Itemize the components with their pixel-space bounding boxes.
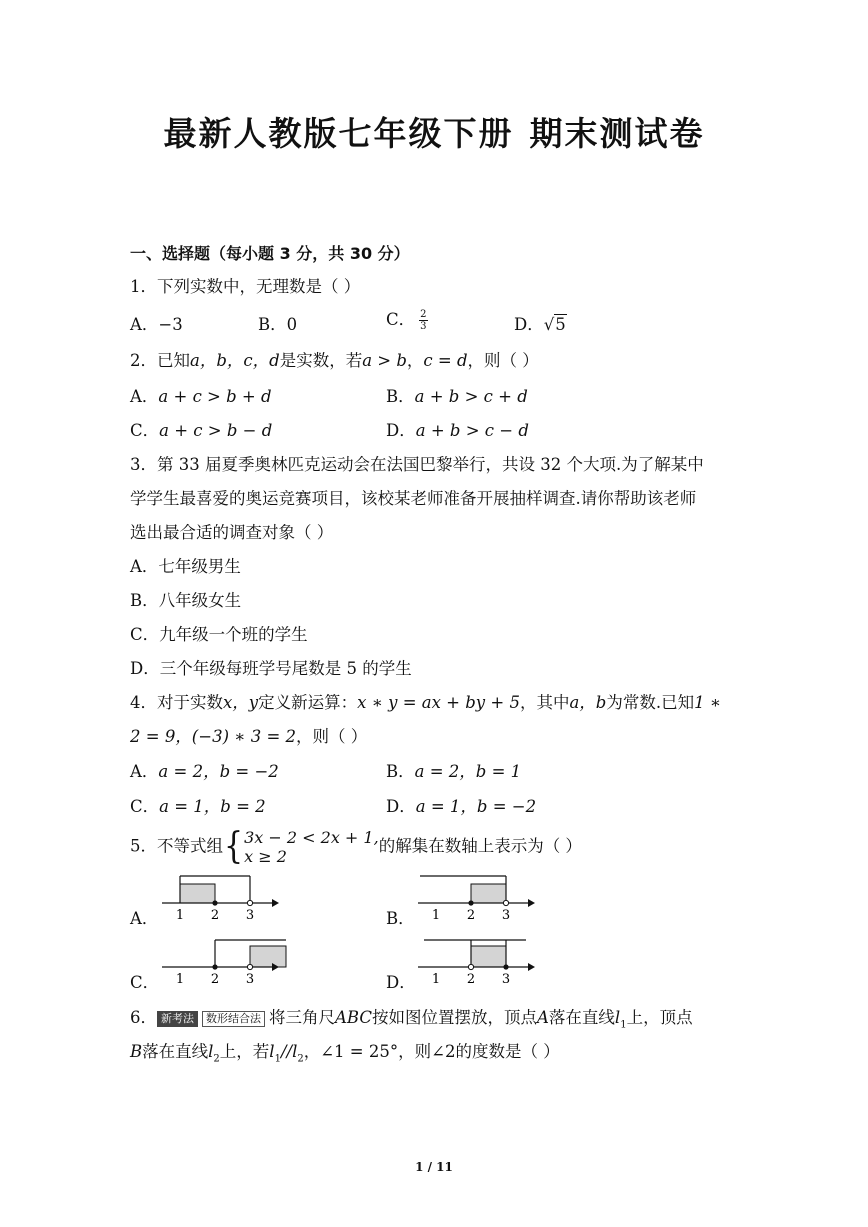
q2-b-prefix: B． [386,387,415,406]
q4-option-a [130,761,279,783]
q1-c-fraction [419,309,427,332]
q2-stem-suffix: ，则（ ） [467,351,539,370]
q6-text-c: 落在直线 [548,1008,615,1027]
tick-label: 1 [431,908,441,922]
q1-options [130,314,183,336]
open-dot [503,900,508,905]
inequality-1: 3x − 2 < 2x + 1, [244,828,379,847]
new-method-tag: 新考法 [157,1011,198,1027]
q6-angle1: ，∠1 = 25° [303,1042,399,1061]
q1-option-b [258,314,297,336]
q2-comma: ， [406,351,424,370]
open-dot [247,964,252,969]
q4-d-prefix: D． [386,797,416,816]
q6-vertex-b: B [130,1042,143,1061]
section-heading: 一、选择题（每小题 3 分，共 30 分） [130,244,410,263]
q6-text-f: 上，若 [219,1042,270,1061]
q4-operation: x ∗ y = ax + by + 5 [357,693,520,712]
method-tag: 数形结合法 [202,1011,265,1027]
shaded-region [471,946,506,967]
q4-ab: a，b [569,693,607,712]
q6-text-e: 落在直线 [142,1042,209,1061]
arrow-head [528,899,535,907]
q2-cond2: c = d [423,351,468,370]
q3-line2: 学学生最喜爱的奥运竞赛项目，该校某老师准备开展抽样调查.请你帮助该老师 [130,489,697,508]
sqrt-symbol: √5 [543,315,566,334]
q1-d-prefix: D． [514,315,544,334]
q5-option-a-label: A． [130,909,159,928]
open-dot [247,900,252,905]
q6-vertex-a: A [536,1008,549,1027]
closed-dot [212,900,217,905]
q4-eq: 2 = 9，(−3) ∗ 3 = 2 [130,727,297,746]
q4-option-b [386,761,521,783]
tick-label: 2 [210,908,220,922]
q3-line1: 3．第 33 届夏季奥林匹克运动会在法国巴黎举行，共设 32 个大项.为了解某中 [130,455,704,474]
q1-a-prefix: A． [130,315,159,334]
q2-d-expr: a + b > c − d [415,421,529,440]
q6-text-b: 按如图位置摆放，顶点 [371,1008,537,1027]
q1-a-value: −3 [158,315,183,334]
number-line-c [160,934,290,986]
open-dot [468,964,473,969]
shaded-region [250,946,286,967]
q4-mid: 定义新运算： [258,693,358,712]
q1-b-value: 0 [286,315,298,334]
tick-label: 1 [431,972,441,986]
q2-option-d [386,420,529,442]
q3-option-c: C．九年级一个班的学生 [130,625,308,644]
q2-cond1: a > b [362,351,407,370]
closed-dot [212,964,217,969]
page-number: 1 / 11 [415,1160,453,1174]
q4-const: 为常数.已知 [606,693,695,712]
q2-a-expr: a + c > b + d [158,387,272,406]
q4-tail: 1 ∗ [694,693,722,712]
q6-sub2: 2 [213,1053,220,1065]
q5-option-c-label: C． [130,973,160,992]
number-line-a [160,870,280,922]
radicand: 5 [555,315,566,334]
q2-a-prefix: A． [130,387,159,406]
shaded-region [471,884,506,903]
q6-par-sub1: 1 [274,1053,281,1065]
q1-stem: 1．下列实数中，无理数是（ ） [130,277,361,296]
q6-line2 [130,1041,560,1070]
q4-b-prefix: B． [386,762,415,781]
q1-b-prefix: B． [258,315,287,334]
page-title [0,108,868,155]
tick-label: 2 [210,972,220,986]
q4-option-c [130,796,266,818]
inequality-system [244,828,379,866]
q6-par-mid: //l [280,1042,298,1061]
q4-option-d [386,796,536,818]
q6-line-l1: l [614,1008,621,1027]
q2-c-expr: a + c > b − d [159,421,273,440]
q6-abc: ABC [335,1008,372,1027]
q4-line2 [130,726,367,748]
q6-sub1: 1 [620,1019,627,1031]
closed-dot [468,900,473,905]
q2-vars: a，b，c，d [190,351,280,370]
tick-label: 2 [466,972,476,986]
q6-text-g: ，则∠2的度数是（ ） [398,1042,560,1061]
brace-symbol: { [224,825,244,868]
tick-label: 3 [245,972,255,986]
q5-stem [130,825,582,868]
q6-par-sub2: 2 [297,1053,304,1065]
q4-b-expr: a = 2，b = 1 [414,762,522,781]
q4-c-prefix: C． [130,797,160,816]
q5-suffix: 的解集在数轴上表示为（ ） [378,836,582,856]
inequality-2: x ≥ 2 [244,847,287,866]
q3-line3: 选出最合适的调查对象（ ） [130,523,334,542]
q2-option-a [130,386,272,408]
tick-label: 2 [466,908,476,922]
q4-c-expr: a = 1，b = 2 [159,797,266,816]
tick-label: 3 [501,908,511,922]
q2-b-expr: a + b > c + d [414,387,528,406]
q4-after: ，其中 [519,693,570,712]
q5-option-b-label: B． [386,909,415,928]
tick-label: 1 [175,908,185,922]
arrow-head [528,963,535,971]
number-line-b [416,870,536,922]
q6-text-a: 将三角尺 [269,1008,335,1027]
q4-vars: x，y [223,693,259,712]
closed-dot [503,964,508,969]
tick-label: 3 [245,908,255,922]
q4-line1 [130,692,721,714]
fraction-numerator: 2 [420,309,427,320]
q4-prefix: 4．对于实数 [130,693,223,712]
q6-par-l1: l [269,1042,275,1061]
q2-stem-prefix: 2．已知 [130,351,190,370]
q6-text-d: 上，顶点 [626,1008,693,1027]
q4-suffix: ，则（ ） [296,727,368,746]
q3-option-a: A．七年级男生 [130,557,241,576]
fraction-denominator: 3 [420,321,427,332]
q2-option-b [386,386,528,408]
q6-line-l2: l [208,1042,214,1061]
q4-a-prefix: A． [130,762,159,781]
q2-d-prefix: D． [386,421,416,440]
title-part1: 最新人教版七年级下册 [163,114,514,153]
q3-option-b: B．八年级女生 [130,591,242,610]
shaded-region [180,884,215,903]
q3-option-d: D．三个年级每班学号尾数是 5 的学生 [130,659,412,678]
q6-line1 [130,1007,693,1036]
q2-option-c [130,420,272,442]
q4-d-expr: a = 1，b = −2 [415,797,537,816]
q1-c-prefix: C． [386,310,416,329]
q2-stem [130,350,539,372]
q6-number: 6． [130,1008,157,1027]
q1-option-d [514,314,567,336]
title-part2: 期末测试卷 [529,114,705,153]
tick-label: 1 [175,972,185,986]
arrow-head [272,899,279,907]
q4-a-expr: a = 2，b = −2 [158,762,279,781]
q5-prefix: 5．不等式组 [130,836,223,856]
tick-label: 3 [501,972,511,986]
q2-c-prefix: C． [130,421,160,440]
number-line-d [416,934,536,986]
q2-stem-mid: 是实数，若 [279,351,363,370]
q1-option-c [386,309,428,332]
q5-option-d-label: D． [386,973,416,992]
